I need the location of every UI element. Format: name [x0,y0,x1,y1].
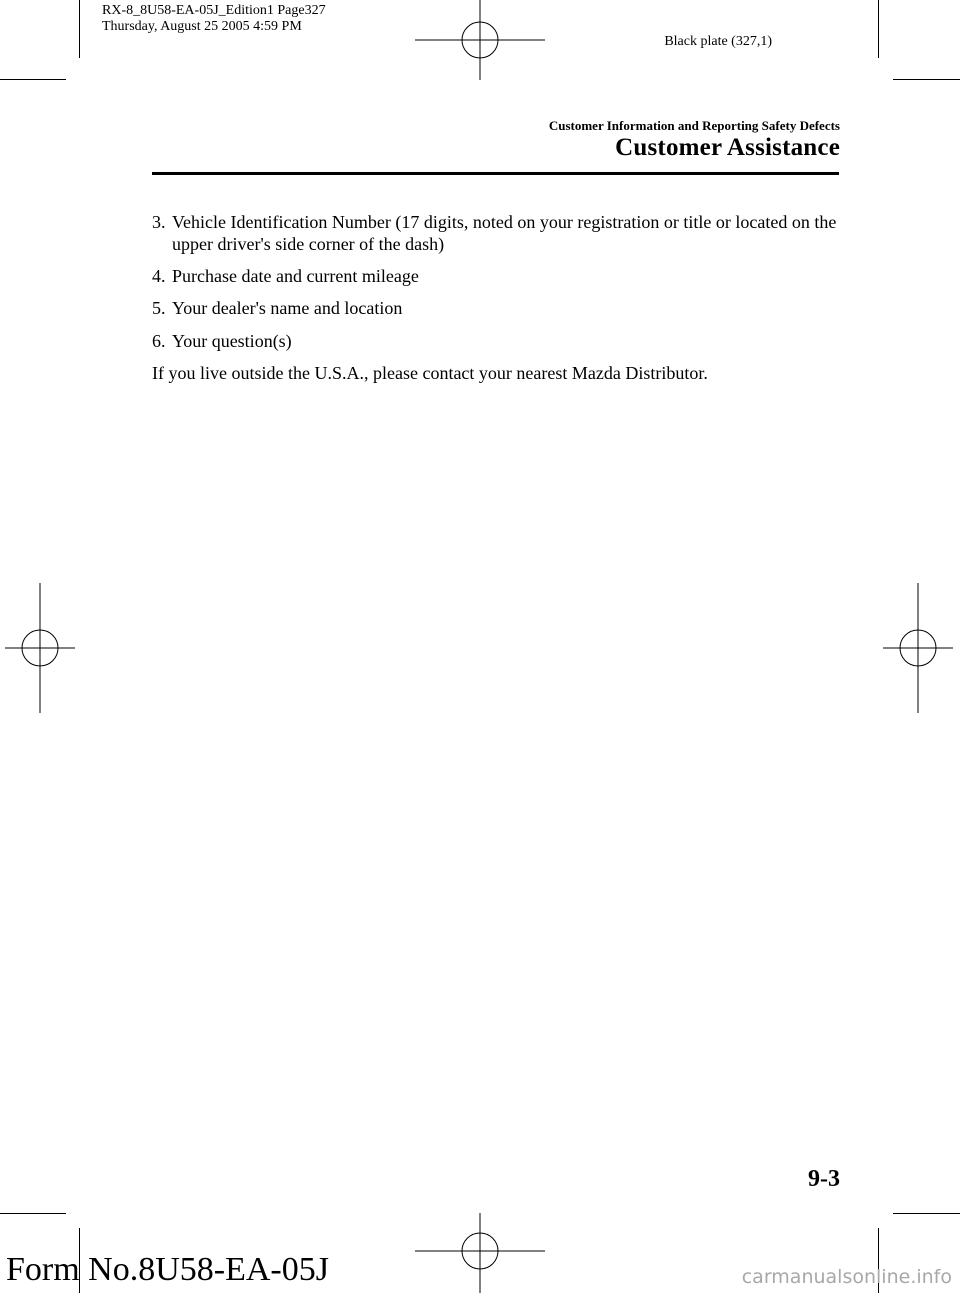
form-number: Form No.8U58-EA-05J [6,1251,329,1288]
registration-mark-right [883,583,953,713]
print-job-line: RX-8_8U58-EA-05J_Edition1 Page327 [102,3,326,18]
list-item-number: 4. [152,266,166,286]
list-item-number: 6. [152,331,166,351]
page-number: 9-3 [808,1166,840,1192]
crop-mark-top-right-vertical [878,0,879,58]
list-item [0,330,960,352]
registration-mark-bottom [415,1213,545,1303]
registration-mark-top [415,0,545,90]
registration-mark-left [5,583,75,713]
list-item [0,265,960,287]
list-item-text: Purchase date and current mileage [172,266,419,286]
list-item-number: 5. [152,298,166,318]
list-item-number: 3. [152,212,166,232]
note-paragraph: If you live outside the U.S.A., please contact your nearest Mazda Distributor. [152,363,708,383]
section-label: Customer Information and Reporting Safety Defects [548,118,840,133]
watermark: carmanualsonline.info [741,1266,952,1288]
crop-mark-top-left-horizontal [0,79,66,80]
crop-mark-top-right-horizontal [893,79,960,80]
crop-mark-bottom-right-horizontal [893,1213,960,1214]
plate-label: Black plate (327,1) [664,34,772,49]
crop-mark-bottom-left-horizontal [0,1213,66,1214]
list-item [0,211,960,255]
page-title: Customer Assistance [615,134,840,161]
list-item-text: Your dealer's name and location [172,298,403,318]
header-rule [152,172,839,175]
crop-mark-top-left-vertical [79,0,80,58]
list-item-text: Vehicle Identification Number (17 digits, noted on your registration or title or located on the upper driver's side corner of the dash) [172,212,837,254]
list-item-text: Your question(s) [172,331,292,351]
list-item [0,297,960,319]
print-date-line: Thursday, August 25 2005 4:59 PM [102,19,302,34]
